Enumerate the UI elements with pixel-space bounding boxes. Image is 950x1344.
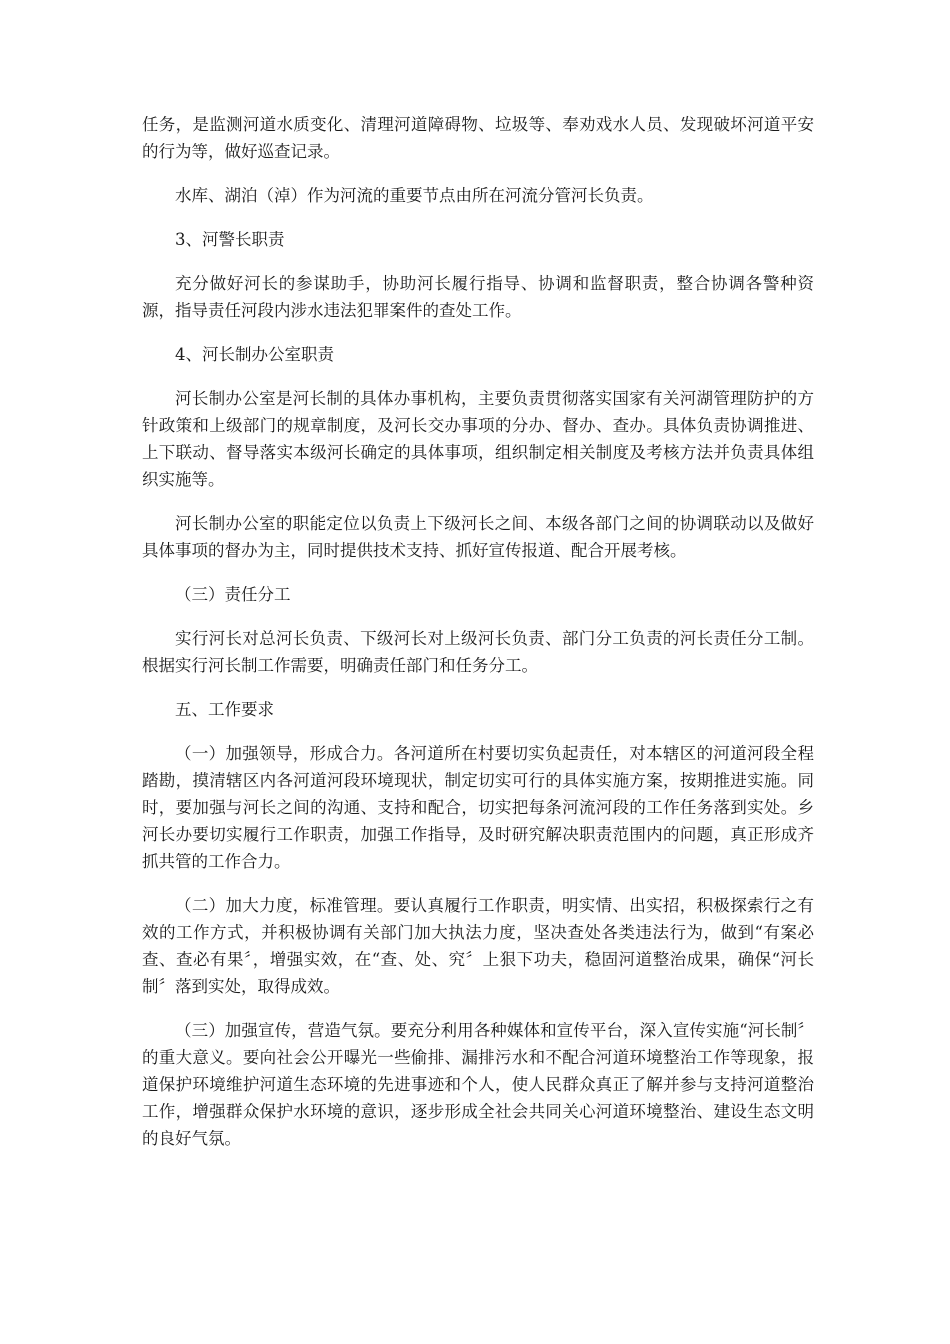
paragraph-requirement-leadership: （一）加强领导，形成合力。各河道所在村要切实负起责任，对本辖区的河道河段全程踏勘，摸清辖区内各河道河段环境现状，制定切实可行的具体实施方案，按期推进实施。同时，要加强与河长之间的沟通、支持和配合，切实把每条河流河段的工作任务落到实处。乡河长办要切实履行工作职责，加强工作指导，及时研究解决职责范围内的问题，真正形成齐抓共管的工作合力。 <box>142 744 814 871</box>
paragraph-inspection-tasks: 任务，是监测河道水质变化、清理河道障碍物、垃圾等、奉劝戏水人员、发现破坏河道平安的行为等，做好巡查记录。 <box>142 115 814 161</box>
paragraph-office-duties: 河长制办公室是河长制的具体办事机构，主要负责贯彻落实国家有关河湖管理防护的方针政策和上级部门的规章制度，及河长交办事项的分办、督办、查办。具体负责协调推进、上下联动、督导落实本级河长确定的具体事项，组织制定相关制度及考核方法并负责具体组织实施等。 <box>142 389 814 489</box>
paragraph-river-police-duties: 充分做好河长的参谋助手，协助河长履行指导、协调和监督职责，整合协调各警种资源，指导责任河段内涉水违法犯罪案件的查处工作。 <box>142 274 814 320</box>
heading-work-requirements: 五、工作要求 <box>175 700 274 719</box>
paragraph-requirement-management: （二）加大力度，标准管理。要认真履行工作职责，明实情、出实招，积极探索行之有效的工作方式，并积极协调有关部门加大执法力度，坚决查处各类违法行为，做到“有案必查、查必有果〞，增强实效，在“查、处、究〞上狠下功夫，稳固河道整治成果，确保“河长制〞落到实处，取得成效。 <box>142 896 814 996</box>
document-body <box>142 111 814 1169</box>
paragraph-responsibility-division: 实行河长对总河长负责、下级河长对上级河长负责、部门分工负责的河长责任分工制。根据实行河长制工作需要，明确责任部门和任务分工。 <box>142 629 814 675</box>
paragraph-office-function: 河长制办公室的职能定位以负责上下级河长之间、本级各部门之间的协调联动以及做好具体事项的督办为主，同时提供技术支持、抓好宣传报道、配合开展考核。 <box>142 514 814 560</box>
heading-office-duties: 4、河长制办公室职责 <box>175 345 334 364</box>
paragraph-requirement-publicity: （三）加强宣传，营造气氛。要充分利用各种媒体和宣传平台，深入宣传实施“河长制〞的重大意义。要向社会公开曝光一些偷排、漏排污水和不配合河道环境整治工作等现象，报道保护环境维护河道生态环境的先进事迹和个人，使人民群众真正了解并参与支持河道整治工作，增强群众保护水环境的意识，逐步形成全社会共同关心河道环境整治、建设生态文明的良好气氛。 <box>142 1021 814 1148</box>
heading-river-police-duties: 3、河警长职责 <box>175 230 285 249</box>
paragraph-reservoirs-lakes: 水库、湖泊（淖）作为河流的重要节点由所在河流分管河长负责。 <box>175 186 654 205</box>
heading-responsibility-division: （三）责任分工 <box>175 585 291 604</box>
